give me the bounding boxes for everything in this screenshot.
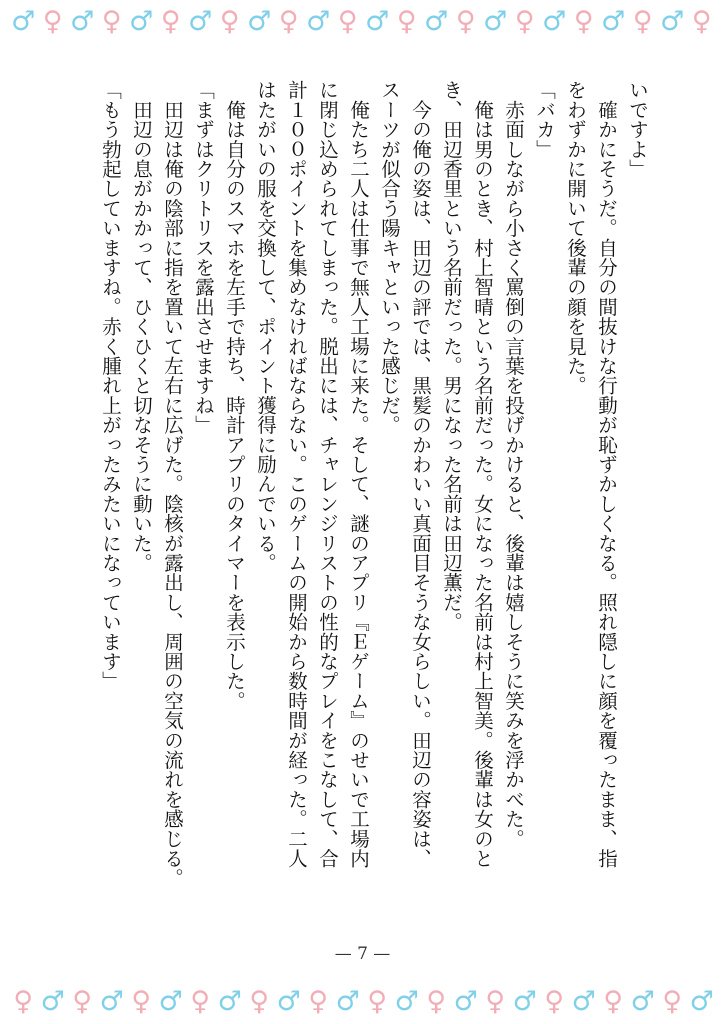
male-symbol-icon: ♂ — [99, 986, 124, 1017]
male-symbol-icon: ♂ — [394, 986, 419, 1017]
male-symbol-icon: ♂ — [11, 6, 36, 37]
text-line: 計１００ポイントを集めなければならない。このゲームの開始から数時間が経った。二人 — [285, 80, 308, 868]
female-symbol-icon: ♀ — [367, 986, 388, 1017]
male-symbol-icon: ♂ — [306, 6, 331, 37]
male-symbol-icon: ♂ — [335, 986, 360, 1017]
female-symbol-icon: ♀ — [337, 6, 358, 37]
female-symbol-icon: ♀ — [308, 986, 329, 1017]
text-line: き、田辺香里という名前だった。男になった名前は田辺薫だ。 — [440, 80, 463, 632]
female-symbol-icon: ♀ — [101, 6, 122, 37]
text-line: いですよ」 — [626, 80, 649, 179]
text-line: 俺は自分のスマホを左手で持ち、時計アプリのタイマーを表示した。 — [223, 80, 246, 711]
vertical-text-body — [95, 80, 653, 940]
text-line: に閉じ込められてしまった。脱出には、チャレンジリストの性的なプレイをこなして、合 — [316, 80, 339, 868]
male-symbol-icon: ♂ — [217, 986, 242, 1017]
female-symbol-icon: ♀ — [573, 6, 594, 37]
female-symbol-icon: ♀ — [544, 986, 565, 1017]
female-symbol-icon: ♀ — [249, 986, 270, 1017]
male-symbol-icon: ♂ — [365, 6, 390, 37]
male-symbol-icon: ♂ — [453, 986, 478, 1017]
male-symbol-icon: ♂ — [660, 6, 685, 37]
male-symbol-icon: ♂ — [158, 986, 183, 1017]
text-line: 田辺の息がかかって、ひくひくと切なそうに動いた。 — [130, 80, 153, 573]
text-line: 「まずはクリトリスを露出させますね」 — [192, 80, 215, 435]
male-symbol-icon: ♂ — [630, 986, 655, 1017]
female-symbol-icon: ♀ — [13, 986, 34, 1017]
text-line: 「バカ」 — [533, 80, 556, 159]
male-symbol-icon: ♂ — [542, 6, 567, 37]
male-symbol-icon: ♂ — [424, 6, 449, 37]
male-symbol-icon: ♂ — [483, 6, 508, 37]
female-symbol-icon: ♀ — [131, 986, 152, 1017]
text-line: スーツが似合う陽キャといった感じだ。 — [378, 80, 401, 435]
top-border-decoration — [0, 2, 725, 42]
female-symbol-icon: ♀ — [396, 6, 417, 37]
bottom-border-decoration — [0, 982, 725, 1022]
male-symbol-icon: ♂ — [247, 6, 272, 37]
text-line: 俺は男のとき、村上智晴という名前だった。女になった名前は村上智美。後輩は女のと — [471, 80, 494, 868]
female-symbol-icon: ♀ — [662, 986, 683, 1017]
text-line: 今の俺の姿は、田辺の評では、黒髪のかわいい真面目そうな女らしい。田辺の容姿は、 — [409, 80, 432, 868]
female-symbol-icon: ♀ — [190, 986, 211, 1017]
female-symbol-icon: ♀ — [691, 6, 712, 37]
female-symbol-icon: ♀ — [426, 986, 447, 1017]
male-symbol-icon: ♂ — [512, 986, 537, 1017]
text-line: 田辺は俺の陰部に指を置いて左右に広げた。陰核が露出し、周囲の空気の流れを感じる。 — [161, 80, 184, 888]
text-line: 確かにそうだ。自分の間抜けな行動が恥ずかしくなる。照れ隠しに顔を覆ったまま、指 — [595, 80, 618, 868]
text-line: 赤面しながら小さく罵倒の言葉を投げかけると、後輩は嬉しそうに笑みを浮かべた。 — [502, 80, 525, 849]
female-symbol-icon: ♀ — [514, 6, 535, 37]
male-symbol-icon: ♂ — [571, 986, 596, 1017]
male-symbol-icon: ♂ — [188, 6, 213, 37]
text-line: をわずかに開いて後輩の顔を見た。 — [564, 80, 587, 396]
female-symbol-icon: ♀ — [160, 6, 181, 37]
male-symbol-icon: ♂ — [601, 6, 626, 37]
female-symbol-icon: ♀ — [485, 986, 506, 1017]
male-symbol-icon: ♂ — [276, 986, 301, 1017]
female-symbol-icon: ♀ — [42, 6, 63, 37]
female-symbol-icon: ♀ — [455, 6, 476, 37]
female-symbol-icon: ♀ — [219, 6, 240, 37]
male-symbol-icon: ♂ — [129, 6, 154, 37]
female-symbol-icon: ♀ — [278, 6, 299, 37]
page-number: — 7 — — [334, 944, 391, 964]
text-line: はたがいの服を交換して、ポイント獲得に励んでいる。 — [254, 80, 277, 573]
female-symbol-icon: ♀ — [632, 6, 653, 37]
male-symbol-icon: ♂ — [40, 986, 65, 1017]
female-symbol-icon: ♀ — [72, 986, 93, 1017]
text-line: 俺たち二人は仕事で無人工場に来た。そして、謎のアプリ『Ｅゲーム』のせいで工場内 — [347, 80, 370, 868]
text-line: 「もう勃起していますね。赤く腫れ上がったみたいになっています」 — [99, 80, 122, 691]
male-symbol-icon: ♂ — [70, 6, 95, 37]
male-symbol-icon: ♂ — [689, 986, 714, 1017]
female-symbol-icon: ♀ — [603, 986, 624, 1017]
